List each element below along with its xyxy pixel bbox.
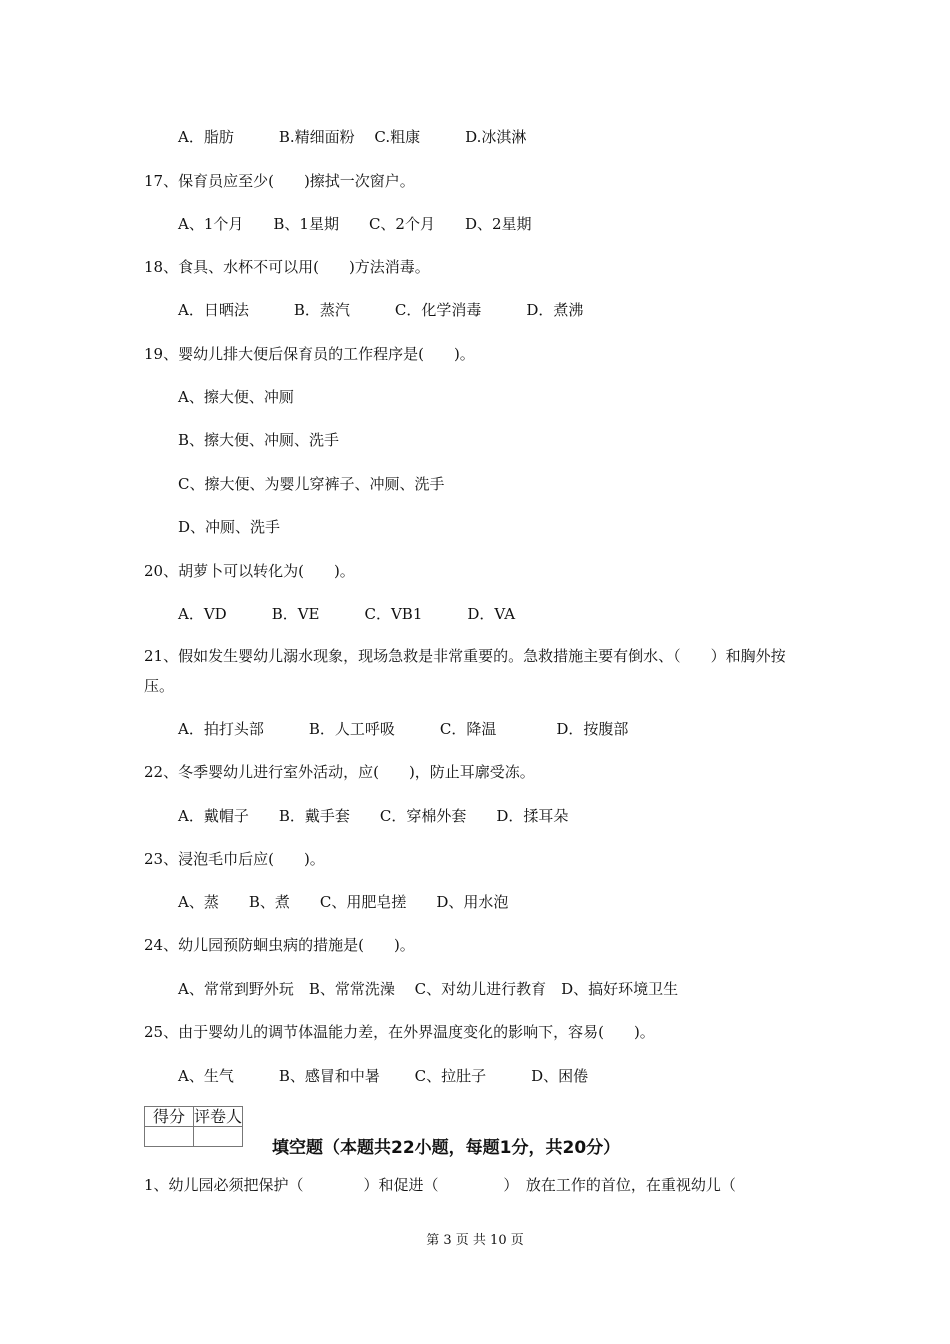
fill-question-1: 1、幼儿园必须把保护（ ）和促进（ ） 放在工作的首位，在重视幼儿（ (144, 1176, 736, 1194)
q16-options: A．脂肪 B.精细面粉 C.粗康 D.冰淇淋 (178, 128, 527, 146)
question-17: 17、保育员应至少( )擦拭一次窗户。 (144, 172, 415, 190)
q21-options: A．拍打头部 B．人工呼吸 C．降温 D．按腹部 (178, 720, 629, 738)
question-21: 21、假如发生婴幼儿溺水现象，现场急救是非常重要的。急救措施主要有倒水、（ ）和胸外按压。 (144, 647, 786, 695)
score-header: 得分 (145, 1107, 194, 1127)
question-23: 23、浸泡毛巾后应( )。 (144, 850, 325, 868)
score-table (144, 1106, 243, 1147)
question-19: 19、婴幼儿排大便后保育员的工作程序是( )。 (144, 345, 475, 363)
q18-options: A．日晒法 B．蒸汽 C．化学消毒 D．煮沸 (178, 301, 584, 319)
section-title: 填空题（本题共22小题，每题1分，共20分） (272, 1138, 621, 1158)
question-20: 20、胡萝卜可以转化为( )。 (144, 562, 355, 580)
q19-option-c: C、擦大便、为婴儿穿裤子、冲厕、洗手 (178, 475, 445, 493)
grader-cell (194, 1127, 243, 1147)
q23-options: A、蒸 B、煮 C、用肥皂搓 D、用水泡 (178, 893, 509, 911)
q24-options: A、常常到野外玩 B、常常洗澡 C、对幼儿进行教育 D、搞好环境卫生 (178, 980, 679, 998)
score-cell (145, 1127, 194, 1147)
page-footer: 第 3 页 共 10 页 (426, 1233, 524, 1248)
q22-options: A．戴帽子 B．戴手套 C．穿棉外套 D．揉耳朵 (178, 807, 569, 825)
grader-header: 评卷人 (194, 1107, 243, 1126)
question-25: 25、由于婴幼儿的调节体温能力差，在外界温度变化的影响下，容易( )。 (144, 1023, 655, 1041)
q25-options: A、生气 B、感冒和中暑 C、拉肚子 D、困倦 (178, 1067, 589, 1085)
q19-option-b: B、擦大便、冲厕、洗手 (178, 431, 340, 449)
q19-option-a: A、擦大便、冲厕 (178, 388, 294, 406)
question-24: 24、幼儿园预防蛔虫病的措施是( )。 (144, 936, 415, 954)
question-22: 22、冬季婴幼儿进行室外活动，应( )，防止耳廓受冻。 (144, 763, 535, 781)
q19-option-d: D、冲厕、洗手 (178, 518, 281, 536)
q20-options: A．VD B．VE C．VB1 D．VA (178, 605, 516, 623)
question-18: 18、食具、水杯不可以用( )方法消毒。 (144, 258, 430, 276)
q17-options: A、1个月 B、1星期 C、2个月 D、2星期 (178, 215, 532, 233)
